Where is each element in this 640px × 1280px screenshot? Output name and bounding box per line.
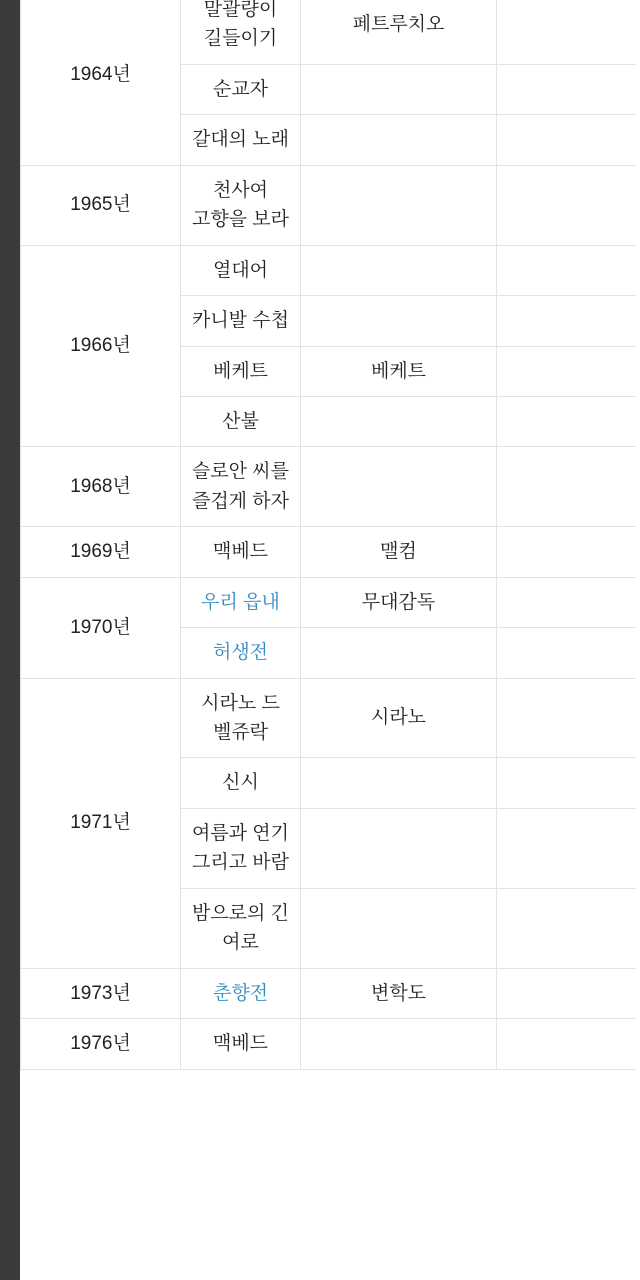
cell-title[interactable] [181,628,301,678]
filmography-table [20,0,636,1070]
cell-year: 1970년 [21,577,181,678]
cell-role: 변학도 [301,968,497,1018]
cell-title: 여름과 연기 그리고 바람 [181,808,301,888]
cell-note [497,396,637,446]
cell-title: 천사여 고향을 보라 [181,165,301,245]
cell-role: 무대감독 [301,577,497,627]
title-link[interactable]: 허생전 [212,642,269,664]
cell-role [301,296,497,346]
page-left-edge [0,0,20,1280]
cell-role: 맬컴 [301,527,497,577]
cell-note [497,888,637,968]
cell-role [301,808,497,888]
filmography-table-body [21,0,637,1069]
cell-title: 열대어 [181,245,301,295]
cell-note [497,165,637,245]
cell-year: 1966년 [21,245,181,447]
cell-year: 1968년 [21,447,181,527]
cell-note [497,245,637,295]
cell-title: 순교자 [181,64,301,114]
cell-role [301,396,497,446]
table-row [21,577,637,627]
cell-role [301,64,497,114]
cell-title: 시라노 드 벨쥬락 [181,678,301,758]
cell-role [301,447,497,527]
table-row [21,447,637,527]
cell-title: 갈대의 노래 [181,115,301,165]
cell-role [301,115,497,165]
cell-note [497,346,637,396]
cell-note [497,678,637,758]
cell-year: 1976년 [21,1019,181,1069]
cell-note [497,808,637,888]
cell-role [301,1019,497,1069]
cell-role: 페트루치오 [301,0,497,64]
cell-note [497,758,637,808]
table-row [21,165,637,245]
cell-title: 카니발 수첩 [181,296,301,346]
title-link[interactable]: 춘향전 [212,982,269,1004]
cell-title[interactable] [181,577,301,627]
cell-title: 베케트 [181,346,301,396]
cell-title: 슬로안 씨를 즐겁게 하자 [181,447,301,527]
cell-role: 베케트 [301,346,497,396]
cell-role: 시라노 [301,678,497,758]
table-row [21,527,637,577]
cell-role [301,628,497,678]
cell-title: 맥베드 [181,527,301,577]
cell-year: 1969년 [21,527,181,577]
cell-note [497,968,637,1018]
cell-note [497,0,637,64]
cell-role [301,245,497,295]
cell-year: 1964년 [21,0,181,165]
cell-year: 1973년 [21,968,181,1018]
cell-title: 신시 [181,758,301,808]
cell-title: 말괄량이 길들이기 [181,0,301,64]
cell-title: 맥베드 [181,1019,301,1069]
cell-note [497,577,637,627]
table-row [21,0,637,64]
cell-title: 산불 [181,396,301,446]
cell-role [301,888,497,968]
cell-note [497,296,637,346]
table-row [21,1019,637,1069]
filmography-table-container [20,0,636,1280]
table-row [21,245,637,295]
cell-title[interactable] [181,968,301,1018]
cell-role [301,758,497,808]
cell-note [497,64,637,114]
cell-note [497,115,637,165]
title-link[interactable]: 우리 읍내 [201,591,280,613]
table-row [21,968,637,1018]
cell-note [497,1019,637,1069]
page-right-edge [636,0,640,1280]
cell-note [497,628,637,678]
table-row [21,678,637,758]
cell-year: 1965년 [21,165,181,245]
cell-note [497,527,637,577]
cell-note [497,447,637,527]
cell-role [301,165,497,245]
cell-title: 밤으로의 긴 여로 [181,888,301,968]
cell-year: 1971년 [21,678,181,968]
